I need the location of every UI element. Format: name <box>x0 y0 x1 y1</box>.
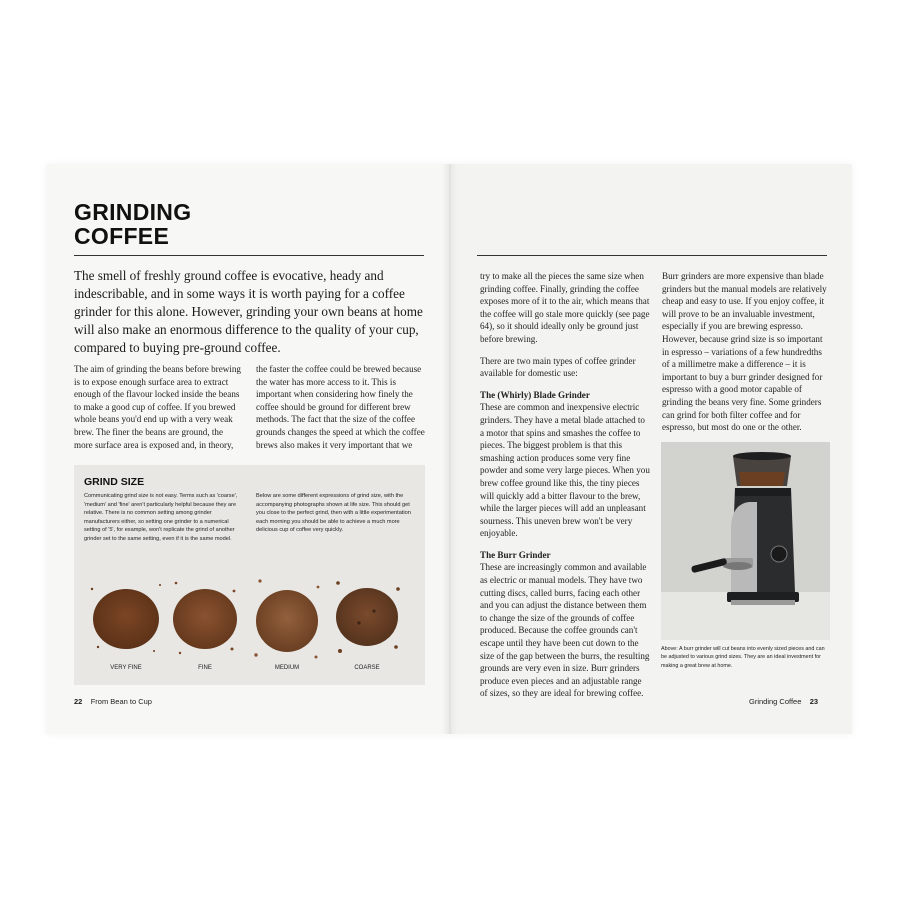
left-col1-text: The aim of grinding the beans before brewing is to expose enough surface area to extract enough of the flavour locked inside the beans to make a good cup of coffee. If you brewed whole beans you'd end up with a very weak brew. The finer the beans are ground, the more surface area is exposed and, in theory, <box>74 364 241 450</box>
book-spread <box>46 164 852 734</box>
burr-grinder-image <box>661 442 830 640</box>
right-col1-p2: There are two main types of coffee grinder available for domestic use: <box>480 355 636 379</box>
left-column-2 <box>256 363 426 460</box>
photo-caption: Above: A burr grinder will cut beans into evenly sized pieces and can be adjusted to various grind sizes. They are an ideal investment for making a great brew at home. <box>661 646 825 669</box>
page-number-left: 22 <box>74 697 83 706</box>
left-page <box>46 164 449 734</box>
page-number-right: 23 <box>809 697 819 706</box>
burr-grinder-photo <box>661 442 830 640</box>
grind-size-box <box>74 465 425 685</box>
right-col2-text: Burr grinders are more expensive than blade grinders but the manual models are relatively cheap and easy to use. If you enjoy coffee, it will prove to be an invaluable investment, especially if you are brewing espresso. However, because grind size is so important in espresso – variations of a few hundredths of a millimetre make a difference – it is important to buy a burr grinder designed for espresso with a good motor capable of grinding the beans very fine. Some grinders can grind for both filter coffee and for espresso, but most do one or the other. <box>662 271 827 433</box>
label-fine: FINE <box>198 665 212 671</box>
burr-grinder-heading: The Burr Grinder <box>480 549 551 560</box>
right-column-2 <box>662 270 830 443</box>
title-line-1: GRINDING <box>74 199 192 225</box>
title-rule-right <box>477 255 827 256</box>
left-col2-text: the faster the coffee could be brewed because the water has more access to it. This is important when considering how finely the coffee should be ground for different brew methods. The fact that the size of the coffee grounds changes the speed at which the coffee brews also makes it very important that we <box>256 364 425 450</box>
blade-grinder-heading: The (Whirly) Blade Grinder <box>480 389 590 400</box>
title-line-2: COFFEE <box>74 223 170 249</box>
pile-very-fine <box>91 584 161 652</box>
blade-grinder-text: These are common and inexpensive electric grinders. They have a metal blade attached to a motor that spins and smashes the coffee to pieces. The biggest problem is that this smashing action produces some very fine powder and some very large pieces. When you brew coffee ground like this, the tiny pieces will quickly add a bitter flavour to the brew, while the larger pieces will add an unpleasant sourness. This uneven brew won't be very enjoyable. <box>480 402 650 539</box>
pile-coarse <box>336 581 400 653</box>
label-coarse: COARSE <box>354 665 380 671</box>
right-column-1 <box>480 270 650 709</box>
intro-paragraph: The smell of freshly ground coffee is evocative, heady and indescribable, and in some ways it is worth paying for a coffee grinder for this alone. However, grinding your own beans at home will also make an enormous difference to the quality of your cup, compared to buying pre-ground coffee. <box>74 268 423 355</box>
right-col1-p1: try to make all the pieces the same size when grinding coffee. Finally, grinding the coffee exposes more of it to the air, which means that the coffee will go stale more quickly (see page 64), so it should ideally only be ground just before brewing. <box>480 271 650 344</box>
burr-grinder-text: These are increasingly common and available as electric or manual models. They have two cutting discs, called burrs, facing each other and you can adjust the distance between them to change the size of the grounds of coffee produced. Because the coffee grounds can't escape until they have been cut down to the size of the gap between the burrs, the resulting grounds are very even in size. Burr grinders produce even pieces and an adjustable range of sizes, so they are ideal for brewing coffee. <box>480 562 650 699</box>
book-gutter <box>442 164 458 734</box>
folio-text-right: Grinding Coffee <box>749 697 802 706</box>
folio-text-left: From Bean to Cup <box>90 697 152 706</box>
folio-right <box>749 697 818 706</box>
pile-fine <box>173 582 237 655</box>
label-medium: MEDIUM <box>274 665 300 671</box>
grind-piles <box>74 561 425 685</box>
grind-size-text-2: Below are some different expressions of grind size, with the accompanying photographs shown at life size. This should get you close to the perfect grind, then with a little experimentation each morning you should be able to achieve a much more delicious cup of coffee very quickly. <box>256 493 411 534</box>
pile-medium <box>254 579 319 658</box>
right-page <box>449 164 852 734</box>
grind-size-title: GRIND SIZE <box>84 476 145 488</box>
title-rule-left <box>74 255 424 256</box>
grind-size-text-1: Communicating grind size is not easy. Terms such as 'coarse', 'medium' and 'fine' aren't particularly helpful because they are relative. There is no common setting among grinder manufacturers either, so setting one grinder to a numerical setting of '5', for example, won't replicate the grind of another grinder set to the same setting, even if it is the same model. <box>84 493 238 542</box>
left-column-1 <box>74 363 242 460</box>
folio-left <box>74 697 152 706</box>
label-very-fine: VERY FINE <box>110 665 142 671</box>
page-title <box>74 200 191 248</box>
